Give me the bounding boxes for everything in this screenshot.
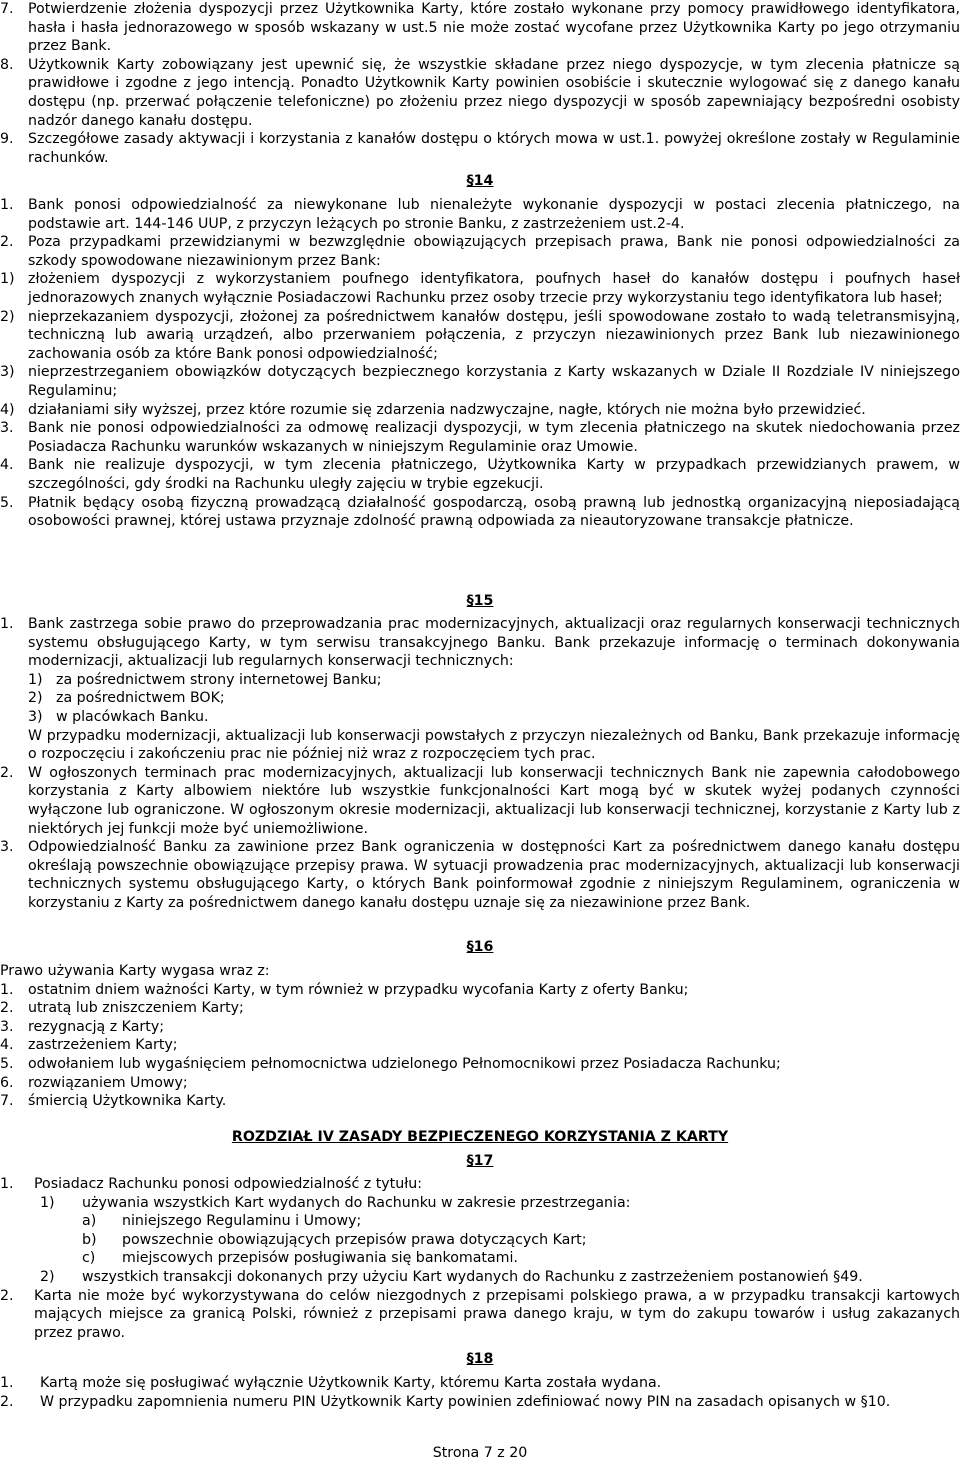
section-18 [0, 1350, 960, 1369]
sub-number: 1) [40, 1194, 55, 1211]
item-text: Bank ponosi odpowiedzialność za niewykonane lub nienależyte wykonanie dyspozycji w postaci zlecenia płatniczego, na podstawie art. 144-146 UUP, z przyczyn leżących po stronie Banku, z zastrzeżeniem ust.2-4. [28, 197, 960, 232]
section-17-body [0, 1175, 960, 1342]
sub-item [0, 363, 960, 400]
section-17 [0, 1152, 960, 1171]
item-number: 1. [0, 981, 14, 998]
sub-number: a) [82, 1213, 97, 1230]
sub-item [0, 270, 960, 307]
list-item [0, 0, 960, 56]
section-title: §16 [466, 939, 494, 955]
sub-number: 1) [0, 271, 15, 288]
item-text: W przypadku zapomnienia numeru PIN Użytkownik Karty powinien zdefiniować nowy PIN na zasadach opisanych w §10. [40, 1393, 891, 1410]
item-number: 2. [0, 1393, 14, 1410]
sub-item [0, 708, 960, 727]
sub-number: 3) [28, 708, 43, 725]
top-items [0, 0, 960, 167]
section-16-body [0, 962, 960, 1111]
list-item [0, 1055, 960, 1074]
item-number: 4. [0, 1037, 14, 1054]
section-15 [0, 592, 960, 611]
sub-text: niniejszego Regulaminu i Umowy; [122, 1213, 362, 1230]
sub-number: 4) [0, 401, 15, 418]
item-number: 5. [0, 494, 14, 511]
sub-item [0, 1212, 960, 1231]
sub-text: nieprzekazaniem dyspozycji, złożonej za pośrednictwem kanałów dostępu, jeśli spowodowane zostało to wadą teletransmisyjną, techniczną lub awarią urządzeń, albo przerwaniem połączenia, z przyczyn niezawinionych przez Bank lub niezawinionego zachowania osób za które Bank ponosi odpowiedzialność; [28, 308, 960, 362]
sub-text: działaniami siły wyższej, przez które rozumie się zdarzenia nadzwyczajne, nagłe, których nie można było przewidzieć. [28, 401, 866, 418]
list-item [0, 1092, 960, 1111]
sub-number: 1) [28, 671, 43, 688]
sub-number: 2) [0, 308, 15, 325]
item-number: 8. [0, 56, 14, 73]
item-text: Posiadacz Rachunku ponosi odpowiedzialność z tytułu: [34, 1176, 423, 1192]
chapter-heading-block [0, 1128, 960, 1147]
section-16 [0, 938, 960, 957]
sub-number: 2) [40, 1268, 55, 1285]
section-18-body [0, 1374, 960, 1411]
item-text: Szczegółowe zasady aktywacji i korzystania z kanałów dostępu o których mowa w ust.1. powyżej określone zostały w Regulaminie rachunków. [28, 131, 960, 166]
sub-text: w placówkach Banku. [56, 708, 209, 725]
sub-text: za pośrednictwem BOK; [56, 690, 225, 707]
list-item [0, 196, 960, 233]
item-text: Karta nie może być wykorzystywana do celów niezgodnych z przepisami polskiego prawa, a w przypadku transakcji kartowych mających miejsce za granicą Polski, również z przepisami prawa danego kraju, w tym do zakupu towarów i usług zakazanych przez prawo. [34, 1287, 960, 1341]
list-item [0, 130, 960, 167]
sub-text: nieprzestrzeganiem obowiązków dotyczących bezpiecznego korzystania z Karty wskazanych w Dziale II Rozdziale IV niniejszego Regulaminu; [28, 364, 960, 399]
item-text: Bank nie ponosi odpowiedzialności za odmowę realizacji dyspozycji, w tym zlecenia płatniczego na skutek niedochowania przez Posiadacza Rachunku warunków wskazanych w niniejszym Regulaminie oraz Umowie. [28, 420, 960, 455]
item-text: rozwiązaniem Umowy; [28, 1074, 188, 1091]
sub-text: za pośrednictwem strony internetowej Banku; [56, 671, 382, 688]
item-text: śmiercią Użytkownika Karty. [28, 1093, 227, 1110]
item-text: odwołaniem lub wygaśnięciem pełnomocnictwa udzielonego Pełnomocnikowi przez Posiadacza Rachunku; [28, 1055, 781, 1072]
section-15-body [0, 615, 960, 913]
item-number: 3. [0, 1018, 14, 1035]
sub-item [0, 401, 960, 420]
item-text: Poza przypadkami przewidzianymi w bezwzględnie obowiązujących przepisach prawa, Bank nie ponosi odpowiedzialności za szkody spowodowane niezawinionym przez Bank: [28, 234, 960, 269]
sub-item [0, 671, 960, 690]
item-number: 5. [0, 1055, 14, 1072]
list-item [0, 981, 960, 1000]
sub-number: b) [82, 1231, 97, 1248]
sub-text: używania wszystkich Kart wydanych do Rachunku w zakresie przestrzegania: [82, 1194, 631, 1211]
item-text: Kartą może się posługiwać wyłącznie Użytkownik Karty, któremu Karta została wydana. [40, 1375, 662, 1391]
item-number: 3. [0, 420, 14, 437]
sub-item [0, 689, 960, 708]
sub-text: powszechnie obowiązujących przepisów prawa dotyczących Kart; [122, 1231, 587, 1248]
item-number: 7. [0, 1, 14, 17]
sub-number: 2) [28, 690, 43, 707]
item-text: Potwierdzenie złożenia dyspozycji przez Użytkownika Karty, które zostało wykonane przy pomocy prawidłowego identyfikatora, hasła i hasła jednorazowego w sposób wskazany w ust.5 nie może zostać wycofane przez Użytkownika Karty po jego otrzymaniu przez Bank. [28, 1, 960, 55]
section-title: §17 [466, 1153, 494, 1169]
item-text: utratą lub zniszczeniem Karty; [28, 1000, 244, 1017]
item-number: 4. [0, 457, 14, 474]
list-item [0, 1018, 960, 1037]
list-item [0, 999, 960, 1018]
item-text: W przypadku modernizacji, aktualizacji lub konserwacji powstałych z przyczyn niezależnych od Banku, Bank przekazuje informację o rozpoczęciu i zakończeniu prac nie później niż wraz z rozpoczęciem tych prac. [28, 727, 960, 763]
sub-number: c) [82, 1250, 96, 1267]
item-text: Bank zastrzega sobie prawo do przeprowadzania prac modernizacyjnych, aktualizacji oraz regularnych konserwacji technicznych systemu obsługującego Karty, w tym serwisu transakcyjnego Banku. Bank przekazuje informację o terminach dokonywania modernizacji, aktualizacji lub regularnych konserwacji technicznych: [28, 616, 960, 670]
list-item [0, 456, 960, 493]
chapter-heading: ROZDZIAŁ IV ZASADY BEZPIECZENEGO KORZYSTANIA Z KARTY [231, 1129, 729, 1145]
sub-item [0, 1249, 960, 1268]
item-number: 2. [0, 1000, 14, 1017]
item-number: 9. [0, 131, 14, 148]
section-intro: Prawo używania Karty wygasa wraz z: [0, 963, 270, 979]
list-item [0, 615, 960, 671]
section-title: §18 [466, 1351, 494, 1367]
item-text: W ogłoszonych terminach prac modernizacyjnych, aktualizacji lub konserwacji technicznych Bank nie zapewnia całodobowego korzystania z Karty albowiem niektóre lub wszystkie funkcjonalności Kart mogą być w skutek wyżej podanych czynności wyłączone lub ograniczone. W ogłoszonym okresie modernizacji, aktualizacji lub konserwacji technicznej, korzystanie z Karty lub z niektórych jej funkcji może być uniemożliwione. [28, 764, 960, 837]
list-item [0, 1287, 960, 1343]
sub-item [0, 308, 960, 364]
sub-text: miejscowych przepisów posługiwania się bankomatami. [122, 1250, 518, 1267]
item-text: Odpowiedzialność Banku za zawinione przez Bank ograniczenia w dostępności Kart za pośrednictwem danego kanału dostępu określają powszechnie obowiązujące przepisy prawa. W sytuacji prowadzenia prac modernizacyjnych, aktualizacji lub konserwacji technicznych systemu obsługującego Karty, o których Bank poinformował zgodnie z niniejszym Regulaminem, ograniczenia w korzystaniu z Karty za pośrednictwem danego kanału dostępu uznaje się za niezawinione przez Bank. [28, 839, 960, 911]
list-item [0, 1036, 960, 1055]
sub-item [0, 1194, 960, 1213]
item-text: zastrzeżeniem Karty; [28, 1037, 178, 1054]
item-number: 7. [0, 1093, 14, 1110]
item-text: Bank nie realizuje dyspozycji, w tym zlecenia płatniczego, Użytkownika Karty w przypadkach przewidzianych prawem, w szczególności, gdy środki na Rachunku uległy zajęciu w trybie egzekucji. [28, 457, 960, 492]
item-number: 6. [0, 1074, 14, 1091]
sub-text: złożeniem dyspozycji z wykorzystaniem poufnego identyfikatora, poufnych haseł do kanałów dostępu i poufnych haseł jednorazowych znanych wyłącznie Posiadaczowi Rachunku przez osoby trzecie przy wykorzystaniu tego identyfikatora lub haseł; [28, 271, 960, 306]
item-text: ostatnim dniem ważności Karty, w tym również w przypadku wycofania Karty z oferty Banku; [28, 981, 689, 998]
section-14 [0, 172, 960, 191]
list-item [0, 1175, 960, 1194]
item-number: 1. [0, 616, 14, 632]
item-number: 3. [0, 839, 14, 856]
sub-item [0, 1268, 960, 1287]
list-item [0, 419, 960, 456]
list-item [0, 494, 960, 531]
section-14-body [0, 196, 960, 531]
item-number: 1. [0, 197, 14, 213]
sub-item [0, 1231, 960, 1250]
item-number: 2. [0, 234, 14, 251]
list-item [0, 1393, 960, 1412]
item-text: Płatnik będący osobą fizyczną prowadzącą działalność gospodarczą, osobą prawną lub jednostką organizacyjną nieposiadającą osobowości prawnej, której ustawa przyznaje zdolność prawną odpowiada za nieautoryzowane transakcje płatnicze. [28, 494, 960, 530]
item-text: Użytkownik Karty zobowiązany jest upewnić się, że wszystkie składane przez niego dyspozycje, w tym zlecenia płatnicze są prawidłowe i zgodne z jego intencją. Ponadto Użytkownik Karty powinien osobiście i skutecznie wylogować się z danego kanału dostępu (np. przerwać połączenie telefoniczne) po złożeniu przez niego dyspozycji w sposób zapewniający bezpośredni osobisty nadzór danego kanału dostępu. [28, 56, 960, 129]
list-item [0, 764, 960, 838]
list-item [0, 233, 960, 270]
item-number: 2. [0, 1287, 14, 1304]
sub-number [0, 671, 28, 690]
list-item [0, 56, 960, 130]
item-number: 2. [0, 764, 14, 781]
list-item [0, 838, 960, 912]
item-number: 1. [0, 1375, 14, 1391]
list-item-continuation [0, 727, 960, 764]
list-item [0, 1074, 960, 1093]
sub-number: 3) [0, 364, 15, 381]
sub-text: wszystkich transakcji dokonanych przy użyciu Kart wydanych do Rachunku z zastrzeżeniem postanowień §49. [82, 1268, 863, 1285]
list-item [0, 1374, 960, 1393]
item-text: rezygnacją z Karty; [28, 1018, 165, 1035]
page-footer: Strona 7 z 20 [432, 1445, 528, 1461]
item-number: 1. [0, 1176, 14, 1192]
section-title: §15 [466, 593, 494, 609]
section-title: §14 [466, 173, 494, 189]
